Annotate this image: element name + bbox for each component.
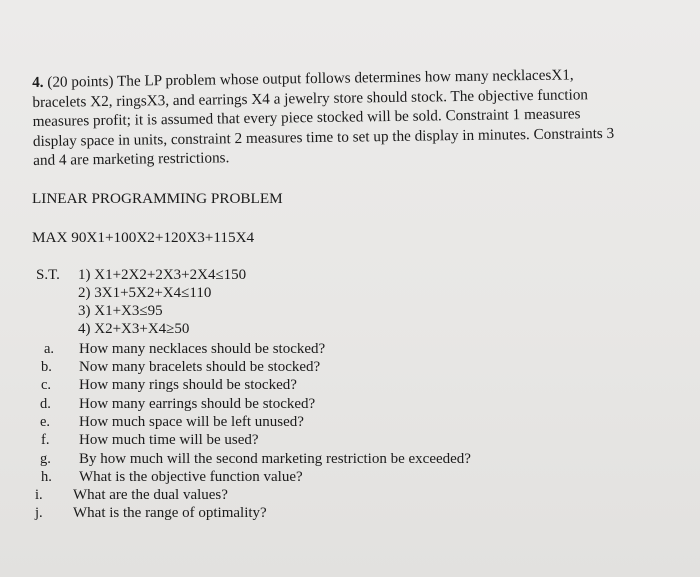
problem-number: 4.	[32, 73, 44, 91]
question-d-text: How many earrings should be stocked?	[79, 396, 316, 412]
problem-line-2: bracelets X2, ringsX3, and earrings X4 a jewelry store should stock. The objective function	[32, 85, 589, 111]
question-c-text: How many rings should be stocked?	[79, 377, 297, 393]
question-g-text: By how much will the second marketing restriction be exceeded?	[79, 451, 471, 467]
question-i-label: i.	[35, 487, 43, 503]
question-c-label: c.	[41, 377, 52, 393]
problem-line-3: measures profit; it is assumed that every piece stocked will be sold. Constraint 1 measures	[32, 105, 581, 131]
question-b-label: b.	[41, 359, 52, 375]
constraint-3: 3) X1+X3≤95	[78, 303, 163, 319]
problem-line-1: 4. (20 points) The LP problem whose output follows determines how many necklacesX1,	[32, 66, 574, 91]
objective-function: MAX 90X1+100X2+120X3+115X4	[32, 229, 255, 246]
question-b-text: Now many bracelets should be stocked?	[79, 359, 321, 375]
constraint-4: 4) X2+X3+X4≥50	[78, 321, 190, 337]
question-f-label: f.	[41, 432, 50, 448]
question-i-text: What are the dual values?	[73, 487, 228, 503]
question-j-text: What is the range of optimality?	[73, 505, 267, 521]
problem-statement	[32, 64, 673, 171]
question-j-label: j.	[35, 505, 43, 521]
problem-line-4: display space in units, constraint 2 measures time to set up the display in minutes. Constraints 3	[32, 124, 615, 150]
constraint-2: 2) 3X1+5X2+X4≤110	[78, 285, 212, 301]
constraint-1: 1) X1+2X2+2X3+2X4≤150	[78, 267, 247, 283]
question-f-text: How much time will be used?	[79, 432, 259, 448]
section-heading: LINEAR PROGRAMMING PROBLEM	[32, 190, 283, 207]
question-h-text: What is the objective function value?	[79, 469, 303, 485]
question-g-label: g.	[40, 451, 51, 467]
st-label: S.T.	[36, 267, 60, 283]
question-e-text: How much space will be left unused?	[79, 414, 304, 430]
problem-line-5: and 4 are marketing restrictions.	[33, 149, 230, 170]
question-d-label: d.	[40, 396, 51, 412]
question-a-label: a.	[44, 341, 55, 357]
question-a-text: How many necklaces should be stocked?	[79, 341, 326, 357]
question-e-label: e.	[40, 414, 51, 430]
question-h-label: h.	[41, 469, 52, 485]
